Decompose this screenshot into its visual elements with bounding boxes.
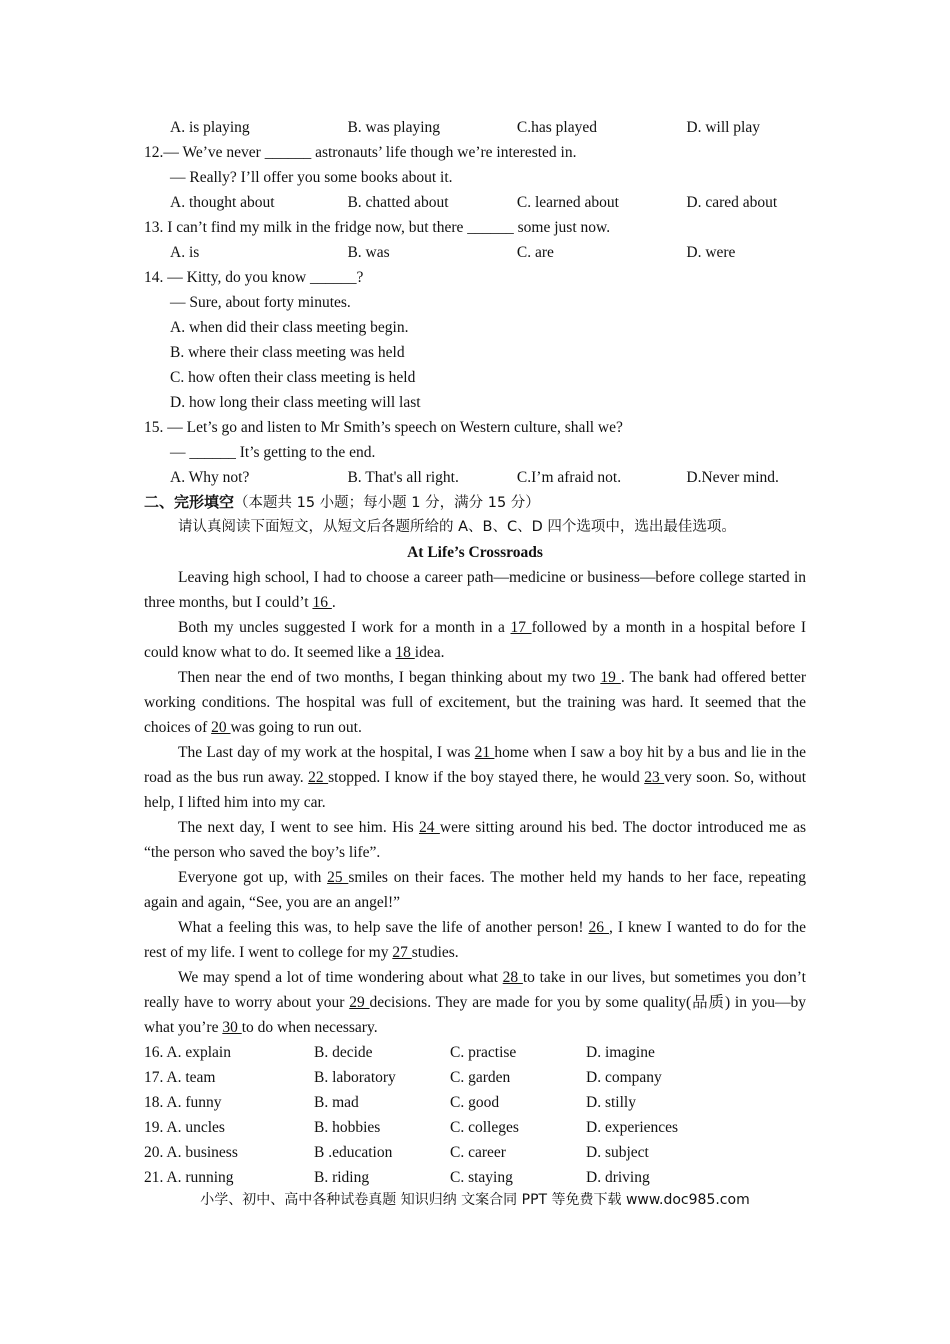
choice-row xyxy=(144,1040,806,1065)
cloze-blank: 16 xyxy=(312,594,332,611)
passage-text: to take in our lives, but sometimes you don’t really have to worry about your xyxy=(144,969,806,1011)
cloze-blank: 23 xyxy=(644,769,665,786)
choice-option: 19. A. uncles xyxy=(144,1119,225,1136)
q15-option-b: B. That's all right. xyxy=(347,469,459,486)
q15-stem: 15. — Let’s go and listen to Mr Smith’s speech on Western culture, shall we? xyxy=(144,419,623,436)
q13-option-b: B. was xyxy=(347,244,390,261)
cloze-blank: 21 xyxy=(474,744,495,761)
choice-row xyxy=(144,1065,806,1090)
passage-text: stopped. I know if the boy stayed there, he would xyxy=(328,769,645,786)
passage-paragraph xyxy=(144,965,806,1040)
q15-option-a: A. Why not? xyxy=(170,469,250,486)
q12-option-d: D. cared about xyxy=(686,194,778,211)
cloze-blank: 25 xyxy=(327,869,349,886)
passage-paragraph xyxy=(144,740,806,815)
choice-row xyxy=(144,1140,806,1165)
q12-option-c: C. learned about xyxy=(516,194,619,211)
choice-option: D. imagine xyxy=(586,1044,655,1061)
passage-text: The Last day of my work at the hospital, I was xyxy=(178,744,475,761)
passage-text: Everyone got up, with xyxy=(178,869,328,886)
section-heading xyxy=(144,490,806,515)
passage-paragraph xyxy=(144,565,806,615)
passage-text: very soon. So, without help, I lifted him into my car. xyxy=(144,769,807,811)
q14-reply: — Sure, about forty minutes. xyxy=(170,294,351,311)
passage-text: What a feeling this was, to help save the life of another person! xyxy=(178,919,589,936)
choice-option: 17. A. team xyxy=(144,1069,216,1086)
q13-option-c: C. are xyxy=(516,244,554,261)
cloze-blank: 17 xyxy=(510,619,532,636)
q12-option-b: B. chatted about xyxy=(347,194,449,211)
q14-option-c: C. how often their class meeting is held xyxy=(170,369,416,386)
passage-text: Leaving high school, I had to choose a career path—medicine or business—before college started in three months, but I could’t xyxy=(144,569,806,611)
passage-text: We may spend a lot of time wondering about what xyxy=(178,969,503,986)
q11-option-c: C.has played xyxy=(516,119,597,136)
passage-text: followed by a month in a hospital before I could know what to do. It seemed like a xyxy=(144,619,807,661)
cloze-blank: 22 xyxy=(308,769,329,786)
choice-option: C. garden xyxy=(450,1069,511,1086)
choice-option: B. hobbies xyxy=(314,1119,381,1136)
cloze-blank: 28 xyxy=(502,969,523,986)
q13-options xyxy=(144,240,806,265)
q12-options xyxy=(144,190,806,215)
cloze-blank: 19 xyxy=(600,669,621,686)
passage-text: Then near the end of two months, I began thinking about my two xyxy=(178,669,601,686)
passage-text: home when I saw a boy hit by a bus and lie in the road as the bus run away. xyxy=(144,744,806,786)
cloze-blank: 20 xyxy=(211,719,231,736)
q13-stem: 13. I can’t find my milk in the fridge now, but there ______ some just now. xyxy=(144,219,611,236)
exam-page xyxy=(144,115,806,1190)
q15-reply: — ______ It’s getting to the end. xyxy=(170,444,376,461)
passage-text: Both my uncles suggested I work for a month in a xyxy=(178,619,511,636)
passage-text: studies. xyxy=(411,944,459,961)
q11-options xyxy=(144,115,806,140)
choice-option: C. colleges xyxy=(450,1119,519,1136)
q12-stem: 12.— We’ve never ______ astronauts’ life though we’re interested in. xyxy=(144,144,577,161)
choice-option: D. driving xyxy=(586,1169,650,1186)
choice-option: D. experiences xyxy=(586,1119,679,1136)
passage-text: . xyxy=(331,594,336,611)
choice-option: B. decide xyxy=(314,1044,373,1061)
choice-option: C. practise xyxy=(450,1044,517,1061)
q15-option-d: D.Never mind. xyxy=(686,469,779,486)
q11-option-d: D. will play xyxy=(686,119,760,136)
passage-text: to do when necessary. xyxy=(241,1019,378,1036)
q15-option-c: C.I’m afraid not. xyxy=(516,469,622,486)
cloze-blank: 26 xyxy=(588,919,609,936)
passage-text: , I knew I wanted to do for the rest of my life. I went to college for my xyxy=(144,919,807,961)
q14-option-d: D. how long their class meeting will last xyxy=(170,394,421,411)
section-instruction: 请认真阅读下面短文，从短文后各题所给的 A、B、C、D 四个选项中，选出最佳选项。 xyxy=(178,519,736,535)
section-note: （本题共 15 小题；每小题 1 分，满分 15 分） xyxy=(234,495,540,511)
choice-option: C. good xyxy=(450,1094,500,1111)
passage-title: At Life’s Crossroads xyxy=(407,544,543,561)
cloze-blank: 24 xyxy=(419,819,440,836)
passage-text: was going to run out. xyxy=(230,719,362,736)
passage-text: The next day, I went to see him. His xyxy=(178,819,419,836)
q12-reply: — Really? I’ll offer you some books about it. xyxy=(170,169,453,186)
q13-option-a: A. is xyxy=(170,244,200,261)
choice-option: B. riding xyxy=(314,1169,370,1186)
passage-paragraph xyxy=(144,665,806,740)
cloze-blank: 29 xyxy=(349,994,370,1011)
passage-text: smiles on their faces. The mother held my hands to her face, repeating again and again, “See, you are an angel!” xyxy=(144,869,806,911)
choice-row xyxy=(144,1115,806,1140)
cloze-passage xyxy=(144,565,806,1040)
choice-option: C. staying xyxy=(450,1169,513,1186)
passage-text: were sitting around his bed. The doctor introduced me as “the person who saved the boy’s life”. xyxy=(144,819,806,861)
choice-option: 21. A. running xyxy=(144,1169,234,1186)
choice-option: 20. A. business xyxy=(144,1144,238,1161)
choice-option: D. company xyxy=(586,1069,662,1086)
choice-row xyxy=(144,1165,806,1190)
cloze-blank: 18 xyxy=(395,644,415,661)
passage-paragraph xyxy=(144,615,806,665)
passage-text: idea. xyxy=(414,644,445,661)
choice-row xyxy=(144,1090,806,1115)
passage-paragraph xyxy=(144,815,806,865)
cloze-blank: 27 xyxy=(392,944,412,961)
choice-option: B. mad xyxy=(314,1094,359,1111)
page-footer: 小学、初中、高中各种试卷真题 知识归纳 文案合同 PPT 等免费下载 www.doc985.com xyxy=(200,1192,750,1208)
choice-option: B. laboratory xyxy=(314,1069,396,1086)
passage-text: decisions. They are made for you by some quality(品质) in you—by what you’re xyxy=(144,994,807,1036)
choice-option: B .education xyxy=(314,1144,393,1161)
q11-option-a: A. is playing xyxy=(170,119,250,136)
passage-text: . The bank had offered better working conditions. The hospital was full of excitement, but the training was hard. It seemed that the choices of xyxy=(144,669,807,736)
passage-paragraph xyxy=(144,865,806,915)
q13-option-d: D. were xyxy=(686,244,736,261)
choice-option: 16. A. explain xyxy=(144,1044,231,1061)
q14-option-a: A. when did their class meeting begin. xyxy=(170,319,409,336)
q15-options xyxy=(144,465,806,490)
q12-option-a: A. thought about xyxy=(170,194,275,211)
choice-option: D. subject xyxy=(586,1144,649,1161)
q14-stem: 14. — Kitty, do you know ______? xyxy=(144,269,364,286)
choice-option: 18. A. funny xyxy=(144,1094,222,1111)
choice-option: D. stilly xyxy=(586,1094,636,1111)
cloze-blank: 30 xyxy=(222,1019,242,1036)
q14-option-b: B. where their class meeting was held xyxy=(170,344,405,361)
q11-option-b: B. was playing xyxy=(347,119,440,136)
cloze-choices xyxy=(144,1040,806,1190)
section-title: 二、完形填空 xyxy=(144,493,235,511)
choice-option: C. career xyxy=(450,1144,506,1161)
passage-paragraph xyxy=(144,915,806,965)
